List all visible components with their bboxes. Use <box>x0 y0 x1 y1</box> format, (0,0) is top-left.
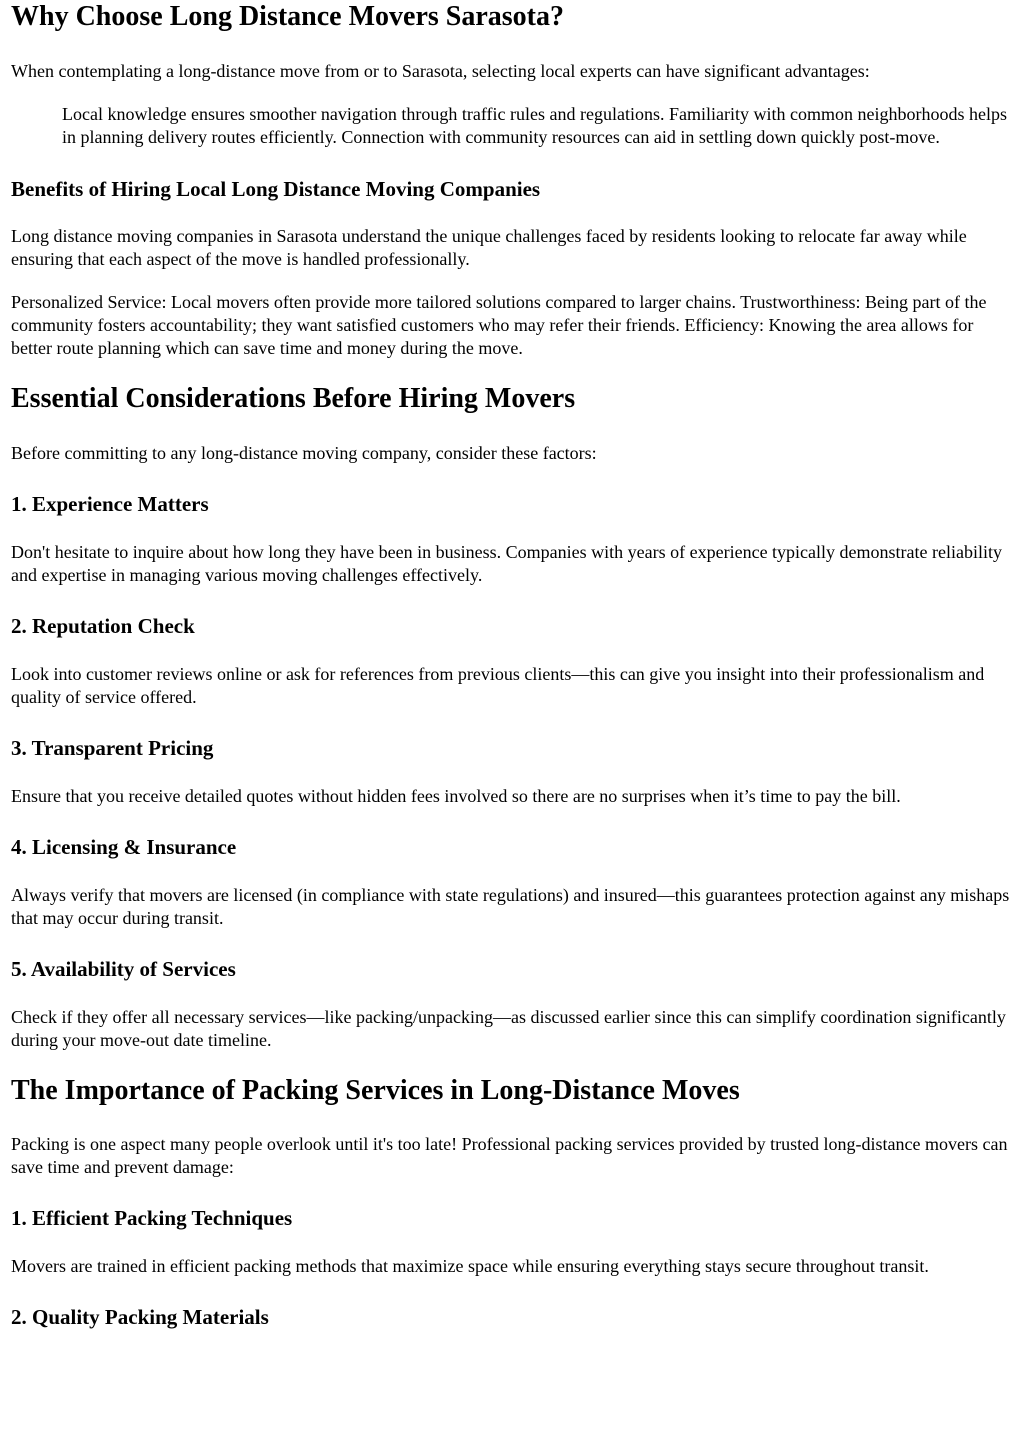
subheading-reputation: 2. Reputation Check <box>11 614 195 638</box>
subheading-efficient-packing: 1. Efficient Packing Techniques <box>11 1206 293 1230</box>
section-heading-packing: The Importance of Packing Services in Long-Distance Moves <box>11 1075 740 1106</box>
efficient-packing-text: Movers are trained in efficient packing methods that maximize space while ensuring everything stays secure throughout transit. <box>11 1256 929 1276</box>
subheading-licensing: 4. Licensing & Insurance <box>11 835 237 859</box>
licensing-text: Always verify that movers are licensed (in compliance with state regulations) and insured—this guarantees protection against any mishaps that may occur during transit. <box>11 885 1010 928</box>
subheading-benefits: Benefits of Hiring Local Long Distance Moving Companies <box>11 177 541 201</box>
section-heading-considerations: Essential Considerations Before Hiring Movers <box>11 383 576 414</box>
subheading-quality-materials: 2. Quality Packing Materials <box>11 1305 269 1329</box>
subheading-pricing: 3. Transparent Pricing <box>11 736 214 760</box>
section-heading-why-choose: Why Choose Long Distance Movers Sarasota? <box>11 1 564 32</box>
availability-text: Check if they offer all necessary services—like packing/unpacking—as discussed earlier since this can simplify coordination significantly during your move-out date timeline. <box>11 1007 1006 1050</box>
why-choose-intro: When contemplating a long-distance move from or to Sarasota, selecting local experts can have significant advantages: <box>11 61 870 81</box>
pricing-text: Ensure that you receive detailed quotes without hidden fees involved so there are no surprises when it’s time to pay the bill. <box>11 786 901 806</box>
benefits-paragraph-2: Personalized Service: Local movers often provide more tailored solutions compared to larger chains. Trustworthiness: Being part of the community fosters accountability; they want satisfied customers who may refer their friends. Efficiency: Knowing the area allows for better route planning which can save time and money during the move. <box>11 292 987 358</box>
considerations-intro: Before committing to any long-distance moving company, consider these factors: <box>11 443 597 463</box>
packing-intro: Packing is one aspect many people overlook until it's too late! Professional packing services provided by trusted long-distance movers can save time and prevent damage: <box>11 1134 1008 1177</box>
benefits-paragraph-1: Long distance moving companies in Sarasota understand the unique challenges faced by residents looking to relocate far away while ensuring that each aspect of the move is handled professionally. <box>11 226 967 269</box>
experience-text: Don't hesitate to inquire about how long they have been in business. Companies with years of experience typically demonstrate reliability and expertise in managing various moving challenges effectively. <box>11 542 1002 585</box>
subheading-availability: 5. Availability of Services <box>11 957 236 981</box>
reputation-text: Look into customer reviews online or ask for references from previous clients—this can give you insight into their professionalism and quality of service offered. <box>11 664 985 707</box>
why-choose-quote: Local knowledge ensures smoother navigation through traffic rules and regulations. Familiarity with common neighborhoods helps in planning delivery routes efficiently. Connection with community resources can aid in settling down quickly post-move. <box>62 104 1007 147</box>
subheading-experience: 1. Experience Matters <box>11 492 209 516</box>
